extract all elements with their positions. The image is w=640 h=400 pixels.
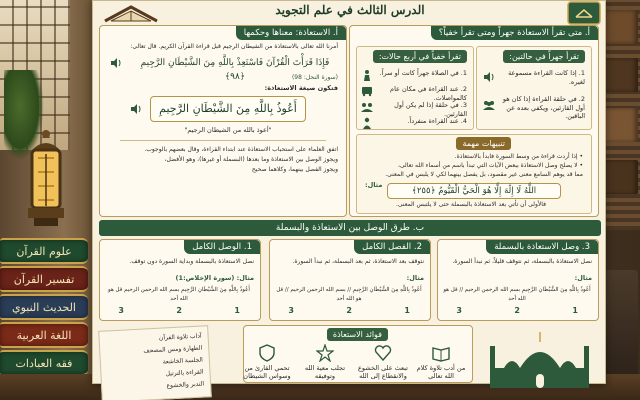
way-example: أَعُوذُ بِاللَّهِ مِنَ الشَّيْطَانِ الرَّجِيمِ بسم الله الرحمن الرحيم قل هو الله أحد: [108, 287, 250, 302]
notes-box: [356, 134, 592, 214]
benefit-item: [354, 344, 412, 380]
benefit-label: تجلب معية الله وتوفيقه: [304, 364, 346, 380]
notebook-line: القراءة بالترتيل: [165, 368, 204, 378]
aloud-silent-panel: [349, 25, 599, 217]
verse-reference: (سورة النحل: 98): [291, 74, 338, 81]
example-verse: اللَّهُ لَا إِلَٰهَ إِلَّا هُوَ الْحَيُّ الْقَيُّومُ ﴿٢٥٥﴾: [387, 183, 561, 199]
way-description: نصل الاستعاذة بالبسملة وبداية السورة دون توقف.: [129, 258, 254, 265]
step-number: 3: [288, 306, 294, 315]
silent-item: 2. عند القراءة في مكان عام كالمواصلات.: [390, 85, 467, 102]
silent-item: 3. في حلقة إذا لم يكن أول القارئين.: [394, 101, 467, 118]
notes-heading: تنبيهات مهمة: [456, 137, 511, 150]
benefit-label: من أدب تلاوة كلام الله تعالى: [416, 364, 466, 380]
benefit-item: [238, 344, 296, 380]
benefit-item: [296, 344, 354, 380]
example-label: مثال:: [365, 181, 383, 189]
silent-item: 4. عند القراءة منفرداً.: [407, 117, 467, 125]
meaning-panel: [99, 25, 347, 217]
aloud-item: 1. إذا كانت القراءة مسموعة لغيره.: [508, 69, 585, 86]
notebook-line: التدبر والخشوع: [166, 380, 205, 390]
group-icon: [483, 99, 495, 111]
verse-text: فَإِذَا قَرَأْتَ الْقُرْآنَ فَاسْتَعِذْ بِاللَّهِ مِنَ الشَّيْطَانِ الرَّجِيمِ ﴿٩٨﴾: [140, 58, 330, 82]
benefit-label: تبعث على الخشوع والانقطاع إلى الله: [358, 364, 408, 380]
step-number: 3: [118, 306, 124, 315]
speaker-icon[interactable]: [110, 57, 122, 69]
notebook-line: الطهارة ومس المصحف: [143, 344, 203, 355]
person-icon: [361, 117, 373, 129]
heart-icon: [374, 344, 392, 362]
note-item: • لا يصلح وصل الاستعاذة ببعض الآيات التي تبدأ باسم من أسماء الله تعالى،: [397, 162, 583, 169]
section-heading: ب. طرق الوصل بين الاستعاذة والبسملة: [99, 220, 601, 236]
step-number: 2: [176, 306, 182, 315]
example-note: فالأولى أن تأتي بعد الاستعاذة بالبسملة حتى لا يلتبس المعنى.: [395, 201, 547, 208]
ruling-text: اتفق العلماء على استحباب الاستعاذة عند ابتداء القراءة، وقال بعضهم بالوجوب.: [144, 146, 338, 153]
quran-stand-icon: [101, 1, 161, 25]
benefits-heading: فوائد الاستعاذة: [327, 328, 388, 341]
notebook: [98, 325, 212, 400]
pencil-cup: [602, 270, 638, 390]
book-spine: فقه العبادات: [0, 350, 88, 376]
mosque-icon: [484, 328, 594, 390]
aloud-item: 2. في حلقة القراءة إذا كان هو أول القارئين، ويكفي بعده عن الباقين.: [502, 95, 585, 121]
aloud-box: [476, 46, 592, 130]
way-description: نصل الاستعاذة بالبسملة، ثم نتوقف قليلاً، ثم نبدأ السورة.: [452, 258, 592, 265]
step-number: 1: [572, 306, 578, 315]
divider: [120, 140, 326, 141]
panel-heading: أ. متى تقرأ الاستعاذة جهراً ومتى تقرأ خفياً؟: [431, 26, 598, 40]
aloud-heading: تقرأ جهراً في حالتين:: [503, 50, 585, 63]
prayer-icon: [361, 69, 373, 81]
book-spine: اللغة العربية: [0, 322, 88, 348]
step-number: 2: [346, 306, 352, 315]
formula-label: فتكون صيغة الاستعاذة:: [264, 84, 338, 92]
way-example: أَعُوذُ بِاللَّهِ مِنَ الشَّيْطَانِ الرَّجِيمِ بسم الله الرحمن الرحيم // قل هو الله أحد: [443, 287, 591, 302]
shield-icon: [258, 344, 276, 362]
note-item: • إذا أردت قراءة من وسط السورة فابدأ بالاستعاذة.: [454, 153, 583, 160]
ruling-text: ويجوز الوصل بين الاستعاذة وما بعدها (البسملة أو غيرها)، وهو الأفضل،: [164, 156, 338, 163]
group-icon: [361, 101, 373, 113]
book-spine: تفسير القرآن: [0, 266, 88, 292]
silent-heading: تقرأ خفياً في أربع حالات:: [373, 50, 467, 63]
way-heading: 3. وصل الاستعاذة بالبسملة: [486, 240, 598, 254]
formula-plain: "أعوذ بالله من الشيطان الرجيم": [184, 126, 272, 134]
intro-text: أمرنا الله تعالى بالاستعاذة من الشيطان الرجيم قبل قراءة القرآن الكريم. قال تعالى:: [130, 43, 338, 50]
note-item: مما قد يوهم السامع معنى غير مقصود، بل يفصل بينهما لكي لا يلبس في المعنى.: [385, 171, 583, 178]
ruling-text: ويجوز الفصل بينهما، وكلاهما صحيح: [251, 166, 338, 173]
step-number: 3: [456, 306, 462, 315]
way-heading: 2. الفصل الكامل: [354, 240, 430, 254]
bus-icon: [361, 85, 373, 97]
book-spine: الحديث النبوي: [0, 294, 88, 320]
notebook-line: آداب تلاوة القرآن: [158, 332, 202, 342]
notebook-line: الجلسة الخاشعة: [162, 356, 204, 366]
benefit-item: [412, 344, 470, 380]
quran-seal-icon: [567, 1, 601, 25]
formula-box: أَعُوذُ بِاللَّهِ مِنَ الشَّيْطَانِ الرَّجِيمِ: [150, 96, 306, 122]
way-example: أَعُوذُ بِاللَّهِ مِنَ الشَّيْطَانِ الرَّجِيمِ // بسم الله الرحمن الرحيم // قل هو الله أحد: [276, 287, 422, 302]
silent-item: 1. في الصلاة جهراً كانت أو سراً.: [379, 69, 467, 77]
way-example-label: مثال:: [574, 274, 592, 282]
benefit-label: تحمي القارئ من وسواس الشيطان: [243, 364, 291, 380]
panel-heading: أ. الاستعاذة: معناها وحكمها: [236, 26, 346, 40]
way-description: نتوقف بعد الاستعاذة، ثم بعد البسملة، ثم نبدأ السورة.: [292, 258, 424, 265]
speaker-icon: [483, 71, 495, 83]
step-number: 1: [234, 306, 240, 315]
way-heading: 1. الوصل الكامل: [184, 240, 260, 254]
silent-box: [356, 46, 474, 130]
book-spine: علوم القرآن: [0, 238, 88, 264]
bookshelf: [600, 0, 640, 230]
way-example-label: مثال:: [406, 274, 424, 282]
book-open-icon: [432, 344, 450, 362]
lantern-icon: [20, 128, 72, 236]
way-card: [99, 239, 261, 321]
step-number: 1: [404, 306, 410, 315]
speaker-icon[interactable]: [130, 103, 142, 115]
benefits-panel: [243, 325, 473, 383]
page-title: الدرس الثالث في علم التجويد: [275, 3, 425, 17]
way-card: [269, 239, 431, 321]
star-icon: [316, 344, 334, 362]
step-number: 2: [514, 306, 520, 315]
way-example-label: مثال: (سورة الإخلاص:1): [175, 274, 254, 282]
way-card: [437, 239, 599, 321]
